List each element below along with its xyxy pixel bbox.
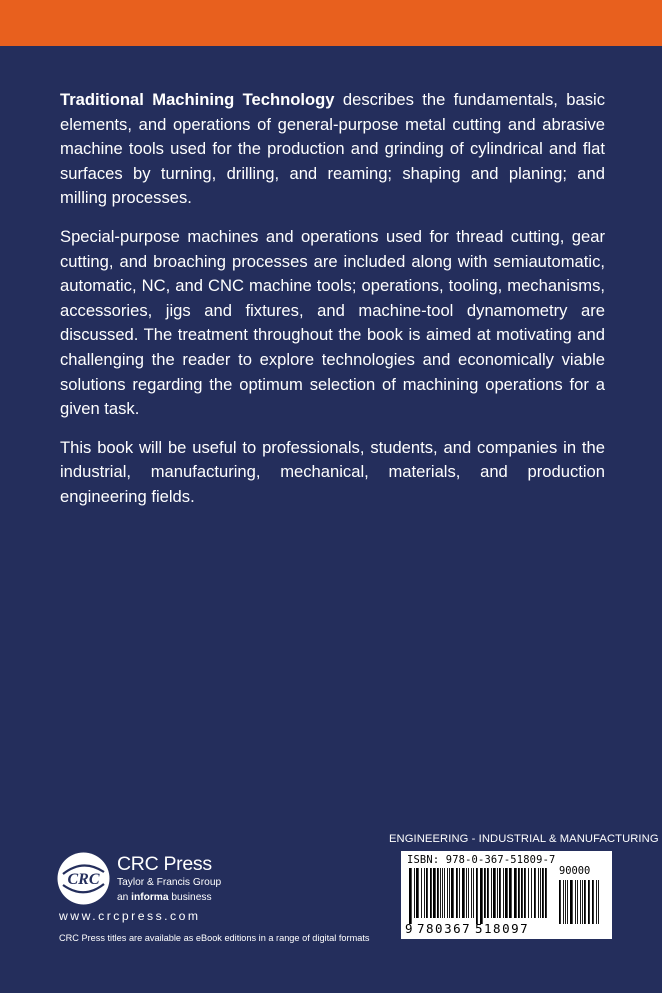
barcode-bar [433, 868, 436, 918]
barcode-bar [514, 868, 517, 918]
barcode-bar [518, 868, 520, 918]
barcode-bar [499, 868, 501, 918]
barcode-bar [456, 868, 458, 918]
back-cover-blurb [60, 88, 605, 524]
publisher-name: CRC Press [117, 853, 212, 875]
barcode-bar [449, 868, 450, 918]
addon-barcode-bar [580, 880, 581, 924]
barcode-bar [440, 868, 441, 918]
barcode-bar [540, 868, 541, 918]
barcode-bar [471, 868, 472, 918]
barcode-bar [437, 868, 439, 918]
barcode-bar [493, 868, 496, 918]
addon-barcode-bar [563, 880, 564, 924]
barcode-bar [409, 868, 412, 924]
barcode-bar [442, 868, 443, 918]
addon-barcode-bar [588, 880, 590, 924]
barcode-bar [421, 868, 422, 918]
barcode-bar [545, 868, 547, 918]
informa-prefix: an [117, 892, 132, 903]
book-title-bold: Traditional Machining Technology [60, 90, 335, 109]
blurb-paragraph-3: This book will be useful to professionals, students, and companies in the industrial, manufacturing, mechanical, materials, and production engineering fields. [60, 437, 605, 506]
crc-logo-lettering: CRC [67, 871, 100, 888]
barcode-bar [505, 868, 508, 918]
barcode-bar [531, 868, 532, 918]
barcode-bar [459, 868, 460, 918]
barcode-bar [497, 868, 498, 918]
top-accent-band [0, 0, 662, 46]
barcode-bar [542, 868, 544, 918]
addon-barcode-bar [582, 880, 583, 924]
barcode-bar [430, 868, 432, 918]
barcode-bar [503, 868, 504, 918]
barcode-bar [468, 868, 469, 918]
informa-tagline [117, 892, 212, 903]
price-code: 90000 [559, 865, 591, 877]
informa-word: informa [131, 892, 169, 903]
addon-barcode-bar [575, 880, 576, 924]
barcode-bar [447, 868, 448, 918]
addon-barcode-bar [592, 880, 594, 924]
addon-barcode-bar [567, 880, 568, 924]
barcode-bar [414, 868, 415, 918]
barcode-bar [444, 868, 445, 918]
subject-category: ENGINEERING - INDUSTRIAL & MANUFACTURING [389, 833, 659, 845]
blurb-paragraph-1 [60, 88, 605, 211]
barcode-bar [476, 868, 478, 924]
isbn-barcode [401, 851, 612, 939]
addon-barcode-bar [584, 880, 586, 924]
barcode-bar [424, 868, 425, 918]
barcode-bar [416, 868, 419, 918]
barcode-lead-digit: 9 [405, 921, 413, 936]
addon-barcode-bar [598, 880, 599, 924]
barcode-bar [491, 868, 492, 918]
barcode-bar [466, 868, 467, 918]
barcode-bar [509, 868, 512, 918]
barcode-bar [484, 868, 486, 918]
blurb-paragraph-1-text: describes the fundamentals, basic elements, and operations of general-purpose metal cutting and abrasive machine tools used for the production and grinding of cylindrical and flat surfaces by turning, drilling, and reaming; shaping and planing; and milling processes. [60, 90, 605, 208]
barcode-bar [451, 868, 454, 918]
barcode-bar [480, 868, 483, 924]
barcode-bar [534, 868, 536, 918]
addon-barcode-bar [577, 880, 578, 924]
addon-barcode-bar [570, 880, 573, 924]
blurb-paragraph-2: Special-purpose machines and operations used for thread cutting, gear cutting, and broaching processes are included along with semiautomatic, automatic, NC, and CNC machine tools; operations, tooling, mechanisms, accessories, jigs and fixtures, and machine-tool dynamometry are discussed. The treatment throughout the book is aimed at motivating and challenging the reader to explore technologies and economically viable solutions regarding the optimum selection of machining operations for a given task. [60, 226, 605, 419]
barcode-bar [473, 868, 474, 918]
addon-barcode-bar [565, 880, 566, 924]
informa-suffix: business [168, 892, 212, 903]
barcode-bar [426, 868, 428, 918]
crc-logo-icon [57, 852, 110, 905]
ebook-note: CRC Press titles are available as eBook editions in a range of digital formats [59, 933, 370, 943]
isbn-label: ISBN: 978-0-367-51809-7 [407, 854, 556, 866]
barcode-bar [538, 868, 539, 918]
barcode-bar [487, 868, 489, 918]
barcode-bar [528, 868, 529, 918]
publisher-group: Taylor & Francis Group [117, 877, 222, 888]
addon-barcode-bar [559, 880, 561, 924]
barcode-bar [521, 868, 523, 918]
publisher-url[interactable]: www.crcpress.com [59, 909, 201, 923]
barcode-bar [524, 868, 526, 918]
addon-barcode-bar [596, 880, 597, 924]
barcode-group-2: 518097 [475, 921, 530, 936]
barcode-group-1: 780367 [417, 921, 472, 936]
barcode-bar [462, 868, 465, 918]
